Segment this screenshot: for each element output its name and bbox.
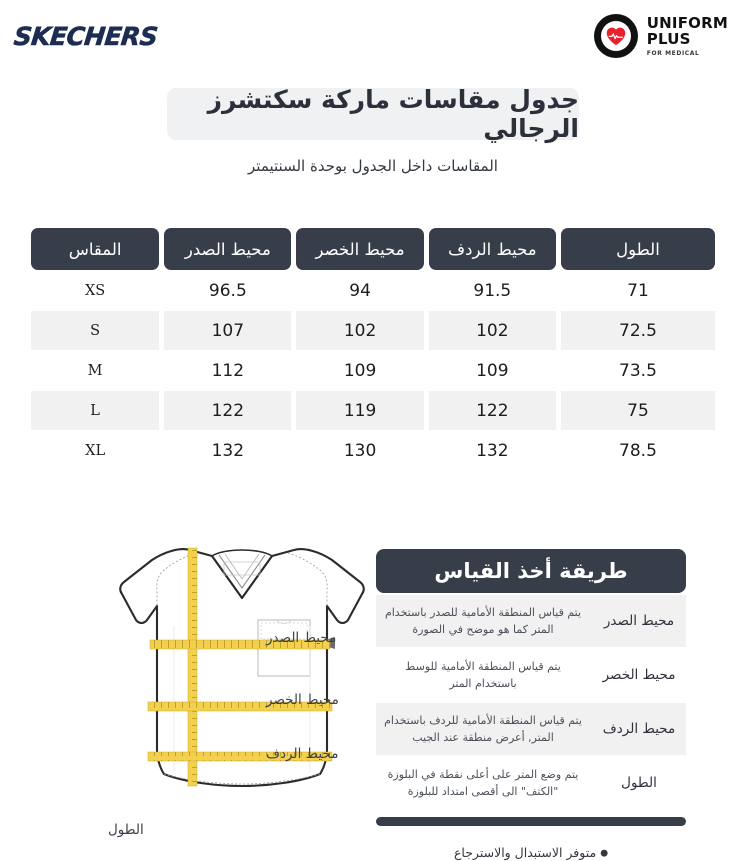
measurement-guide-title: طريقة أخذ القياس [376, 549, 686, 593]
column-header-size: المقاس [31, 228, 159, 270]
guide-desc-waist: يتم قياس المنطقة الأمامية للوسط باستخدام المتر [405, 660, 561, 691]
cell-length: 78.5 [619, 440, 657, 461]
size-table [31, 228, 715, 470]
cell-waist: 102 [296, 311, 423, 350]
brand-line-2: PLUS [646, 29, 691, 48]
page-title-banner [167, 85, 579, 143]
cell-chest: 132 [211, 440, 245, 461]
cell-size: S [31, 311, 159, 350]
return-policy-text: متوفر الاستبدال والاسترجاع [453, 845, 597, 861]
column-header-hip: محيط الردف [429, 228, 556, 270]
size-table-header-row [31, 228, 715, 270]
column-header-length: الطول [561, 228, 715, 270]
cell-size: L [31, 391, 159, 430]
cell-length: 73.5 [619, 360, 657, 381]
cell-hip: 102 [429, 311, 556, 350]
cell-length: 71 [627, 280, 649, 301]
cell-chest: 96.5 [208, 280, 247, 301]
guide-label-waist: محيط الخصر [602, 667, 676, 684]
guide-row-length [376, 757, 686, 809]
cell-waist: 109 [343, 360, 377, 381]
diagram-label-length: الطول [108, 822, 144, 838]
brand-tagline: FOR MEDICAL [646, 49, 700, 57]
return-policy-note [376, 845, 686, 860]
guide-label-chest: محيط الصدر [592, 595, 686, 647]
cell-waist: 119 [296, 391, 423, 430]
cell-waist: 130 [343, 440, 377, 461]
table-row [31, 311, 715, 350]
page-title: جدول مقاسات ماركة سكتشرز الرجالي [207, 85, 579, 143]
header-bar [0, 0, 746, 72]
uniform-plus-logo [594, 14, 728, 58]
cell-hip: 91.5 [473, 280, 512, 301]
cell-hip: 122 [429, 391, 556, 430]
guide-desc-length: يتم وضع المتر على أعلى نقطة في البلوزة "الكتف" الى أقصى امتداد للبلوزة [387, 768, 579, 799]
table-row [31, 391, 715, 430]
brand-wordmark [646, 13, 728, 57]
guide-row-waist [376, 649, 686, 701]
guide-desc-hip: يتم قياس المنطقة الأمامية للردف باستخدام المتر, أعرض منطقة عند الجيب [376, 703, 592, 755]
cell-size: M [87, 362, 103, 379]
guide-desc-chest: يتم قياس المنطقة الأمامية للصدر باستخدام المتر كما هو موضح في الصورة [376, 595, 592, 647]
cell-waist: 94 [349, 280, 371, 301]
cell-hip: 132 [476, 440, 509, 461]
table-row [31, 271, 715, 310]
cell-length: 75 [561, 391, 715, 430]
guide-row-chest [376, 595, 686, 647]
skechers-logo: SKECHERS [12, 21, 159, 51]
guide-label-length: الطول [621, 775, 657, 792]
diagram-label-chest: محيط الصدر [266, 630, 337, 646]
diagram-label-hip: محيط الردف [266, 746, 339, 762]
page-subtitle: المقاسات داخل الجدول بوحدة السنتيمتر [248, 157, 498, 175]
column-header-chest: محيط الصدر [164, 228, 291, 270]
table-row [31, 431, 715, 470]
guide-row-hip [376, 703, 686, 755]
brand-line-1: UNIFORM [646, 13, 728, 32]
measurement-guide [376, 549, 686, 860]
cell-hip: 109 [476, 360, 509, 381]
cell-chest: 122 [164, 391, 291, 430]
cell-chest: 107 [164, 311, 291, 350]
cell-chest: 112 [211, 360, 245, 381]
diagram-label-waist: محيط الخصر [266, 692, 339, 708]
section-divider [376, 817, 686, 826]
cell-size: XL [85, 442, 106, 459]
cell-length: 72.5 [561, 311, 715, 350]
cell-size: XS [84, 282, 106, 299]
guide-label-hip: محيط الردف [592, 703, 686, 755]
table-row [31, 351, 715, 390]
heart-pulse-icon [594, 14, 638, 58]
bullet-icon: ● [600, 848, 609, 859]
column-header-waist: محيط الخصر [296, 228, 423, 270]
